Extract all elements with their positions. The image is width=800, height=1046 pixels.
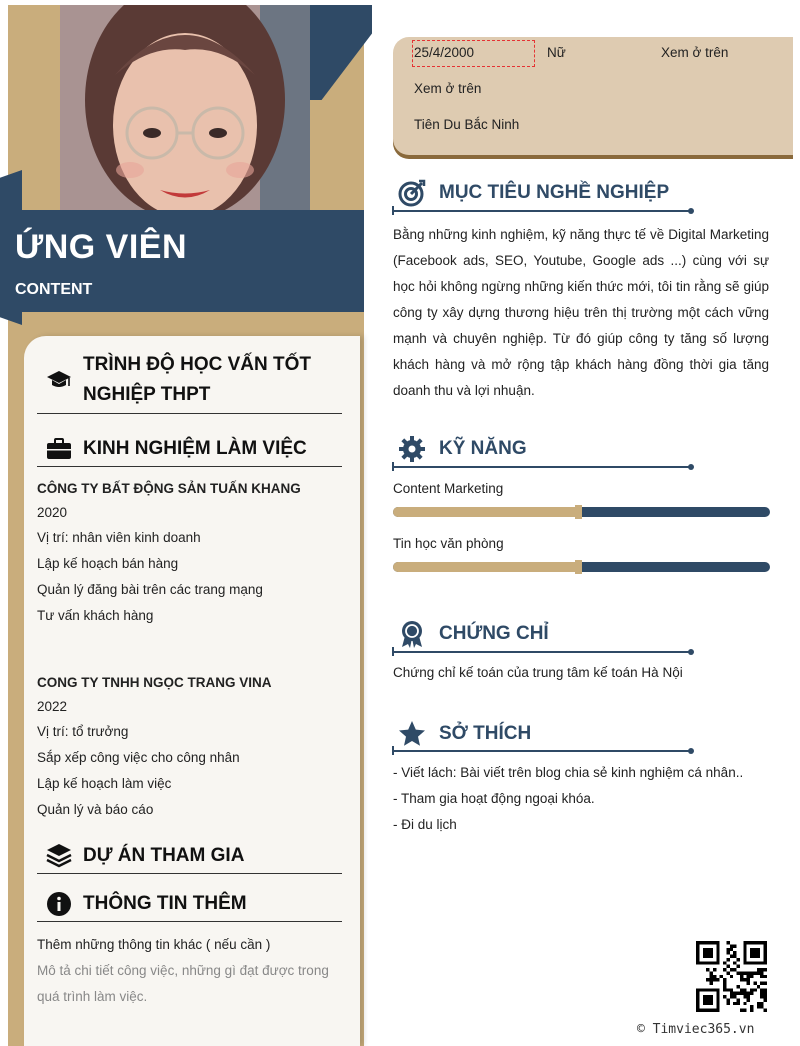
job-task: Lập kế hoạch làm việc: [37, 776, 172, 791]
skill-bar: [393, 507, 770, 517]
job-task: Quản lý và báo cáo: [37, 802, 154, 817]
skill-name: Tin học văn phòng: [393, 536, 504, 551]
skill-bar-fill: [393, 562, 578, 572]
target-icon: [397, 178, 427, 208]
education-heading: [37, 346, 342, 414]
candidate-name: ỨNG VIÊN: [15, 228, 188, 266]
objective-divider: [393, 210, 691, 212]
email-value[interactable]: Xem ở trên: [414, 81, 482, 96]
job-position: Vị trí: tổ trưởng: [37, 724, 129, 739]
avatar-illustration: [60, 5, 310, 215]
job-task: Tư vấn khách hàng: [37, 608, 154, 623]
job-company: CÔNG TY BẤT ĐỘNG SẢN TUẤN KHANG: [37, 481, 301, 496]
avatar-photo: [60, 5, 310, 215]
briefcase-icon: [45, 435, 73, 463]
candidate-role: CONTENT: [15, 281, 93, 298]
job-task: Quản lý đăng bài trên các trang mạng: [37, 582, 263, 597]
award-icon: [397, 619, 427, 649]
gear-icon: [397, 434, 427, 464]
graduation-cap-icon: [45, 366, 73, 394]
job-year: 2022: [37, 699, 68, 714]
certificates-divider: [393, 651, 691, 653]
skill-bar-fill: [393, 507, 578, 517]
more-info-heading: [37, 886, 342, 922]
more-info-title: THÔNG TIN THÊM: [83, 892, 247, 914]
job-task: Lập kế hoạch bán hàng: [37, 556, 179, 571]
experience-heading: [37, 431, 342, 467]
projects-title: DỰ ÁN THAM GIA: [83, 844, 245, 866]
certificates-title: CHỨNG CHỈ: [439, 623, 549, 644]
job-year: 2020: [37, 505, 68, 520]
skill-bar: [393, 562, 770, 572]
phone-value[interactable]: Xem ở trên: [661, 45, 729, 60]
skill-name: Content Marketing: [393, 481, 504, 496]
job-company: CONG TY TNHH NGỌC TRANG VINA: [37, 675, 272, 690]
education-title-line2: NGHIỆP THPT: [83, 383, 211, 405]
hobby-item: - Đi du lịch: [393, 817, 457, 832]
experience-title: KINH NGHIỆM LÀM VIỆC: [83, 437, 307, 459]
hobby-item: - Tham gia hoạt động ngoại khóa.: [393, 791, 595, 806]
skill-bar-knob: [575, 505, 582, 519]
hobbies-heading: [393, 719, 531, 749]
objective-title: MỤC TIÊU NGHỀ NGHIỆP: [439, 182, 670, 203]
star-icon: [397, 719, 427, 749]
hobby-item: - Viết lách: Bài viết trên blog chia sẻ kinh nghiệm cá nhân..: [393, 765, 744, 780]
skills-title: KỸ NĂNG: [439, 438, 527, 459]
address-value[interactable]: Tiên Du Bắc Ninh: [414, 117, 520, 132]
projects-heading: [37, 838, 342, 874]
avatar[interactable]: [60, 5, 310, 215]
job-task: Sắp xếp công việc cho công nhân: [37, 750, 240, 765]
more-info-placeholder: Mô tả chi tiết công việc, những gì đạt được trong: [37, 963, 329, 978]
job-position: Vị trí: nhân viên kinh doanh: [37, 530, 201, 545]
hobbies-title: SỞ THÍCH: [439, 723, 532, 744]
objective-heading: [393, 178, 669, 208]
skills-divider: [393, 466, 691, 468]
layers-icon: [45, 842, 73, 870]
certificates-heading: [393, 619, 549, 649]
qr-code[interactable]: [696, 941, 767, 1012]
dob-value[interactable]: 25/4/2000: [414, 45, 475, 60]
gender-value[interactable]: Nữ: [547, 45, 566, 60]
education-title-line1: TRÌNH ĐỘ HỌC VẤN TỐT: [83, 353, 311, 375]
skills-heading: [393, 434, 527, 464]
certificate-text: Chứng chỉ kế toán của trung tâm kế toán Hà Nội: [393, 665, 683, 680]
qr-code-graphic: [696, 941, 767, 1012]
skill-bar-knob: [575, 560, 582, 574]
info-icon: [45, 890, 73, 918]
more-info-placeholder: quá trình làm việc.: [37, 989, 148, 1004]
footer-brand[interactable]: © Timviec365.vn: [637, 1022, 755, 1037]
more-info-text: Thêm những thông tin khác ( nếu cần ): [37, 937, 271, 952]
objective-text: Bằng những kinh nghiệm, kỹ năng thực tế về Digital Marketing (Facebook ads, SEO, Youtube, Google ads ...) cùng với sự học hỏi không ngừng những kiến thức mới, tôi tin rằng sẽ giúp công ty xây dựng thương hiệu trên thị trường một cách vững mạnh và chuyên nghiệp. Từ đó giúp công ty tăng số lượng khách hàng và mở rộng tập khách hàng đồng thời gia tăng doanh thu và lợi nhuận.: [393, 227, 769, 398]
hobbies-divider: [393, 750, 691, 752]
